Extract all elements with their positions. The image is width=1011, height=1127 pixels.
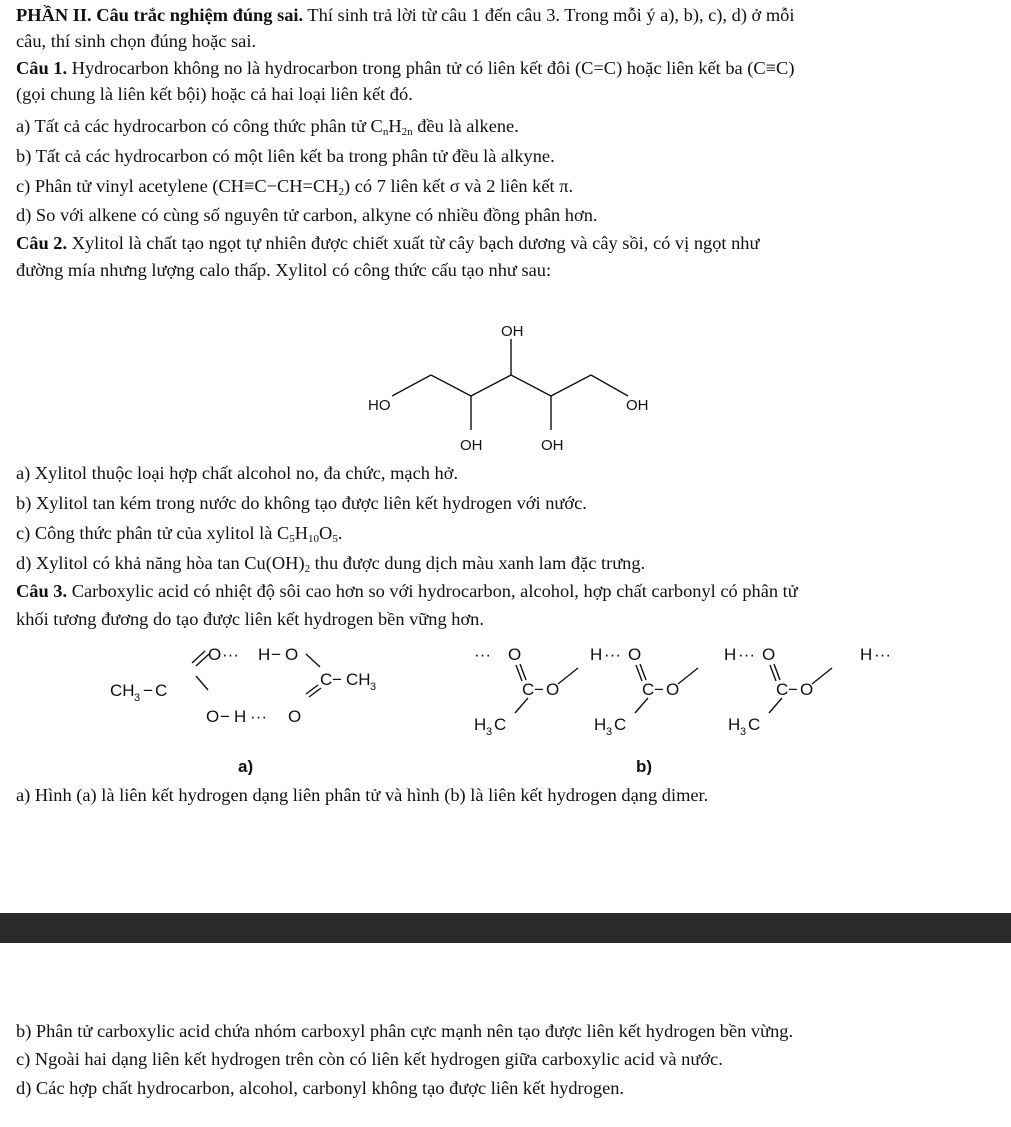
svg-text:H: H: [234, 707, 247, 726]
svg-text:3: 3: [486, 726, 493, 738]
svg-text:C: C: [494, 715, 507, 734]
q2-label: Câu 2.: [16, 233, 68, 253]
svg-text:H: H: [474, 715, 487, 734]
ho-left-label: HO: [368, 397, 391, 414]
figure-b-chain: [470, 640, 930, 775]
q2-stem-line2: đường mía nhưng lượng calo thấp. Xylitol có công thức cấu tạo như sau:: [16, 260, 552, 280]
q1-option-d: d) So với alkene có cùng số nguyên tử carbon, alkyne có nhiều đồng phân hơn.: [16, 205, 598, 225]
svg-text:3: 3: [370, 681, 377, 693]
oh-top-label: OH: [501, 323, 524, 340]
svg-text:−: −: [332, 670, 342, 689]
svg-text:O: O: [206, 707, 220, 726]
svg-text:H: H: [590, 645, 603, 664]
svg-text:C: C: [776, 680, 789, 699]
xylitol-structure: [350, 312, 670, 462]
svg-text:C: C: [748, 715, 761, 734]
svg-text:···: ···: [250, 707, 267, 726]
svg-text:C: C: [155, 681, 168, 700]
q1-option-a: a) Tất cả các hydrocarbon có công thức phân tử $C_nH_{2n}$ đều là alkene.: [16, 116, 519, 138]
svg-text:···: ···: [604, 645, 621, 664]
page-divider-bar: [0, 913, 1011, 943]
svg-text:O: O: [800, 680, 814, 699]
figure-b-caption: b): [636, 757, 653, 775]
ch3-right: CH: [346, 670, 371, 689]
svg-text:H: H: [860, 645, 873, 664]
q3-option-b: b) Phân tử carboxylic acid chứa nhóm carboxyl phân cực mạnh nên tạo được liên kết hydrogen bền vừng.: [16, 1021, 794, 1041]
svg-text:O: O: [288, 707, 302, 726]
q3-option-d: d) Các hợp chất hydrocarbon, alcohol, carbonyl không tạo được liên kết hydrogen.: [16, 1078, 625, 1098]
svg-text:3: 3: [740, 726, 747, 738]
q1-stem-line2: (gọi chung là liên kết bội) hoặc cả hai loại liên kết đó.: [16, 84, 413, 104]
part2-title: PHẦN II. Câu trắc nghiệm đúng sai.: [16, 5, 304, 25]
svg-text:H: H: [724, 645, 737, 664]
q3-stem-line2: khối tương đương do tạo được liên kết hydrogen bền vững hơn.: [16, 609, 484, 629]
svg-text:3: 3: [606, 726, 613, 738]
svg-text:−: −: [788, 680, 798, 699]
svg-text:H: H: [258, 645, 271, 664]
q1-label: Câu 1.: [16, 58, 68, 78]
svg-text:C: C: [522, 680, 535, 699]
svg-text:H: H: [728, 715, 741, 734]
q1-stem-line1: Câu 1. Hydrocarbon không no là hydrocarbon trong phân tử có liên kết đôi (C=C) hoặc liên kết ba (C≡C): [16, 58, 795, 78]
q3-option-c: c) Ngoài hai dạng liên kết hydrogen trên còn có liên kết hydrogen giữa carboxylic acid và nước.: [16, 1049, 723, 1069]
part2-intro-line2: câu, thí sinh chọn đúng hoặc sai.: [16, 31, 257, 51]
figure-a-dimer: [110, 640, 430, 775]
q2-stem-line1: Câu 2. Xylitol là chất tạo ngọt tự nhiên được chiết xuất từ cây bạch dương và cây sồi, có vị ngọt như: [16, 233, 760, 253]
svg-text:−: −: [143, 681, 153, 700]
q2-option-b: b) Xylitol tan kém trong nước do không tạo được liên kết hydrogen với nước.: [16, 493, 587, 513]
svg-text:O: O: [208, 645, 222, 664]
svg-text:−: −: [654, 680, 664, 699]
q2-option-a: a) Xylitol thuộc loại hợp chất alcohol no, đa chức, mạch hở.: [16, 463, 459, 483]
q1-option-b: b) Tất cả các hydrocarbon có một liên kết ba trong phân tử đều là alkyne.: [16, 146, 555, 166]
oh-bottom-1-label: OH: [460, 437, 483, 454]
svg-text:C: C: [642, 680, 655, 699]
svg-text:···: ···: [222, 645, 239, 664]
q1-option-c: c) Phân tử vinyl acetylene $(CH\equiv C-CH=CH_2)$ có 7 liên kết σ và 2 liên kết π.: [16, 176, 574, 198]
svg-text:···: ···: [874, 645, 891, 664]
svg-text:C: C: [614, 715, 627, 734]
svg-text:−: −: [271, 645, 281, 664]
q3-stem-line1: Câu 3. Carboxylic acid có nhiệt độ sôi cao hơn so với hydrocarbon, alcohol, hợp chất carbonyl có phân tử: [16, 581, 798, 601]
svg-text:−: −: [220, 707, 230, 726]
svg-text:O: O: [508, 645, 522, 664]
svg-text:−: −: [534, 680, 544, 699]
svg-text:O: O: [762, 645, 776, 664]
q2-option-d: d) Xylitol có khả năng hòa $\tan Cu(OH)_2$ thu được dung dịch màu xanh lam đặc trưng.: [16, 553, 646, 575]
oh-bottom-2-label: OH: [541, 437, 564, 454]
svg-text:O: O: [285, 645, 299, 664]
figure-a-caption: a): [238, 757, 254, 775]
svg-text:···: ···: [474, 645, 491, 664]
part2-intro-line1: PHẦN II. Câu trắc nghiệm đúng sai. Thí sinh trả lời từ câu 1 đến câu 3. Trong mỗi ý a), b), c), d) ở mỗi: [16, 5, 795, 25]
q2-option-c: c) Công thức phân tử của xylitol là $C_5H_{10}O_5$.: [16, 523, 343, 545]
svg-text:3: 3: [134, 692, 141, 704]
svg-text:H: H: [594, 715, 607, 734]
svg-text:···: ···: [738, 645, 755, 664]
q3-option-a: a) Hình (a) là liên kết hydrogen dạng liên phân tử và hình (b) là liên kết hydrogen dạng dimer.: [16, 785, 709, 805]
svg-text:C: C: [320, 670, 333, 689]
svg-text:O: O: [666, 680, 680, 699]
svg-text:O: O: [546, 680, 560, 699]
oh-right-label: OH: [626, 397, 649, 414]
svg-text:O: O: [628, 645, 642, 664]
ch3-left: CH: [110, 681, 135, 700]
q3-label: Câu 3.: [16, 581, 68, 601]
